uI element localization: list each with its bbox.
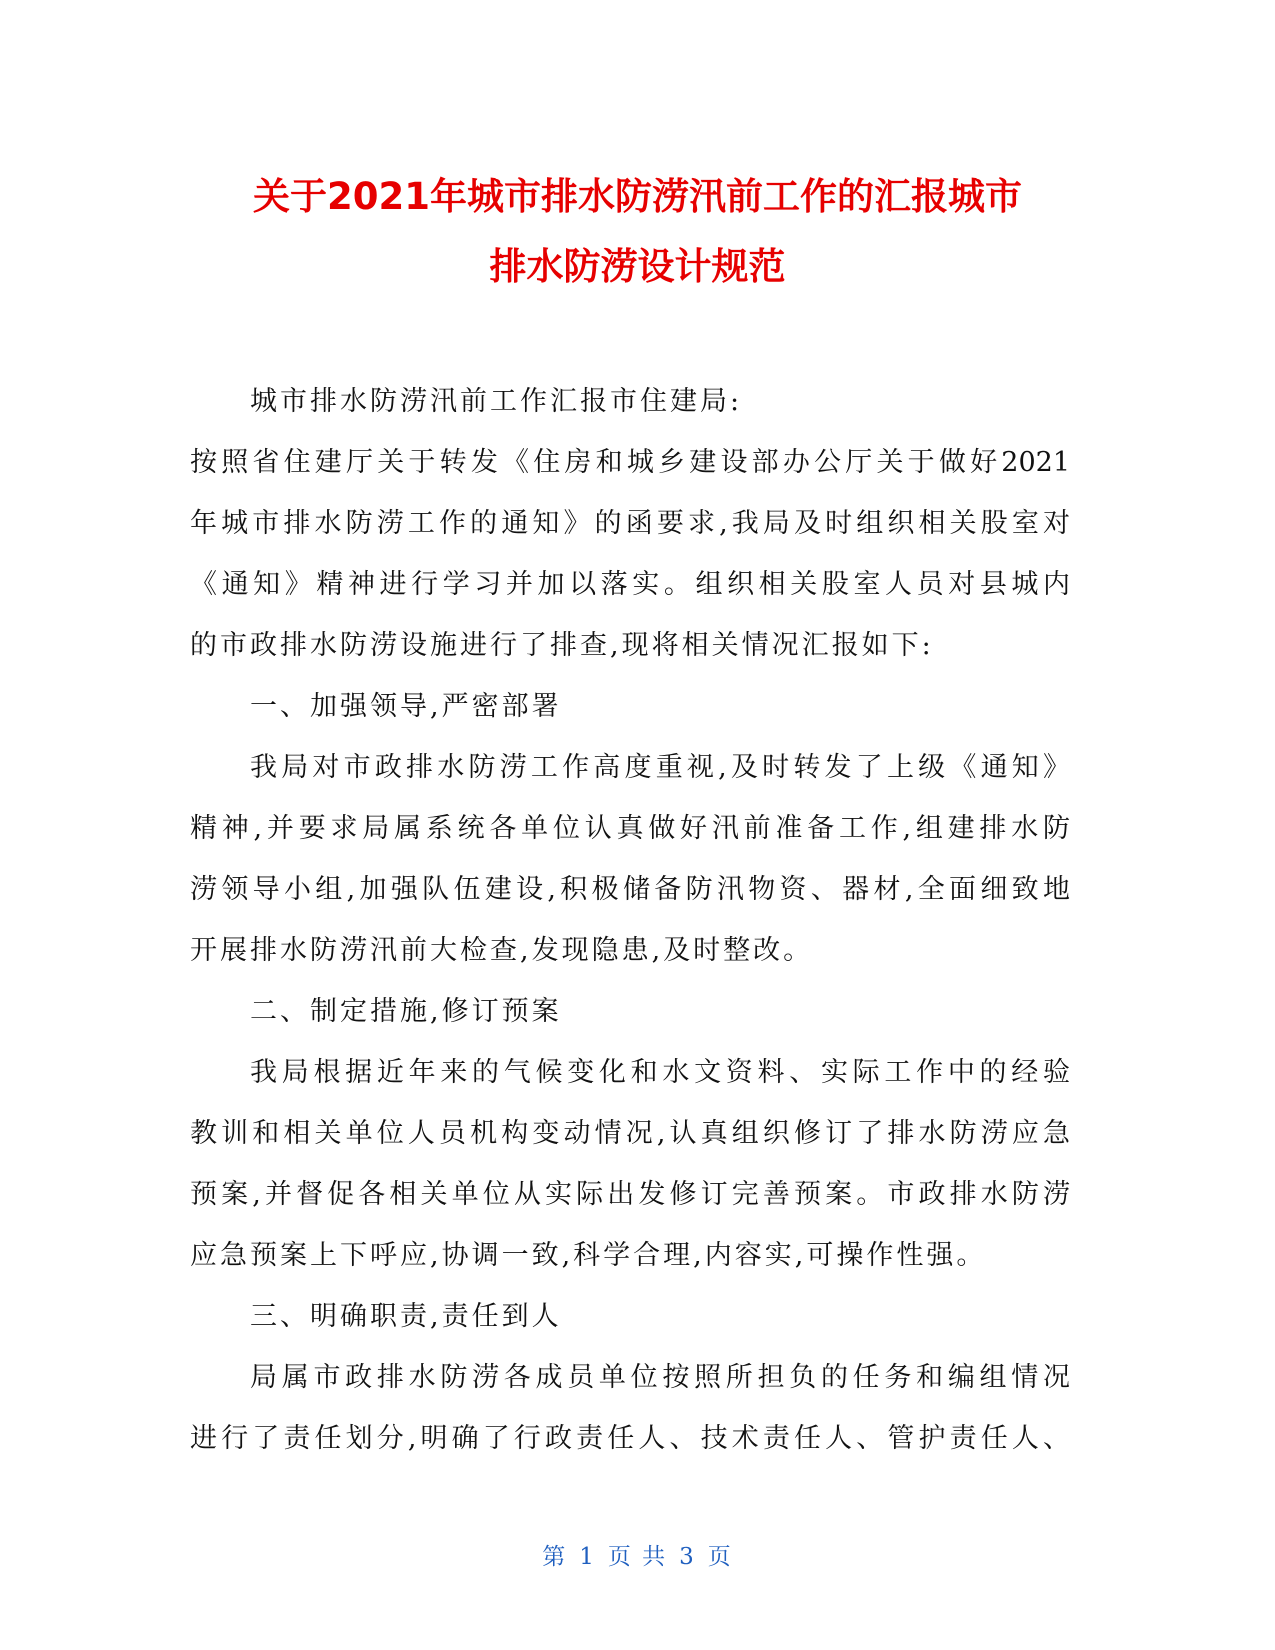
footer-label-page: 第: [542, 1544, 568, 1570]
body-line: 《通知》精神进行学习并加以落实。组织相关股室人员对县城内: [190, 569, 1070, 600]
body-line: 我局对市政排水防涝工作高度重视,及时转发了上级《通知》: [250, 752, 1070, 783]
page-footer: [0, 1538, 1275, 1571]
body-line: 预案,并督促各相关单位从实际出发修订完善预案。市政排水防涝: [190, 1179, 1070, 1210]
section-heading-3: 三、明确职责,责任到人: [250, 1301, 562, 1332]
footer-total-pages: 3: [679, 1544, 696, 1570]
section-heading-2: 二、制定措施,修订预案: [250, 996, 562, 1027]
body-line: 局属市政排水防涝各成员单位按照所担负的任务和编组情况: [250, 1362, 1070, 1393]
document-title: [150, 162, 1125, 302]
body-line: 教训和相关单位人员机构变动情况,认真组织修订了排水防涝应急: [190, 1118, 1070, 1149]
body-line: 按照省住建厅关于转发《住房和城乡建设部办公厅关于做好2021: [190, 447, 1070, 478]
body-line: 应急预案上下呼应,协调一致,科学合理,内容实,可操作性强。: [190, 1240, 987, 1271]
body-line: 年城市排水防涝工作的通知》的函要求,我局及时组织相关股室对: [190, 508, 1070, 539]
body-line: 的市政排水防涝设施进行了排查,现将相关情况汇报如下:: [190, 630, 934, 661]
footer-current-page: 1: [579, 1544, 596, 1570]
title-line-1: 关于2021年城市排水防涝汛前工作的汇报城市: [253, 175, 1022, 218]
body-line: 涝领导小组,加强队伍建设,积极储备防汛物资、器材,全面细致地: [190, 874, 1070, 905]
body-line: 我局根据近年来的气候变化和水文资料、实际工作中的经验: [250, 1057, 1070, 1088]
body-line: 开展排水防涝汛前大检查,发现隐患,及时整改。: [190, 935, 814, 966]
body-line: 进行了责任划分,明确了行政责任人、技术责任人、管护责任人、: [190, 1423, 1070, 1454]
section-heading-1: 一、加强领导,严密部署: [250, 691, 562, 722]
title-line-2: 排水防涝设计规范: [489, 245, 786, 288]
footer-label-of: 页 共: [607, 1544, 668, 1570]
body-line: 精神,并要求局属系统各单位认真做好汛前准备工作,组建排水防: [190, 813, 1070, 844]
footer-label-end: 页: [707, 1544, 733, 1570]
salutation-line: 城市排水防涝汛前工作汇报市住建局:: [250, 386, 743, 417]
document-body: [190, 371, 1070, 1469]
